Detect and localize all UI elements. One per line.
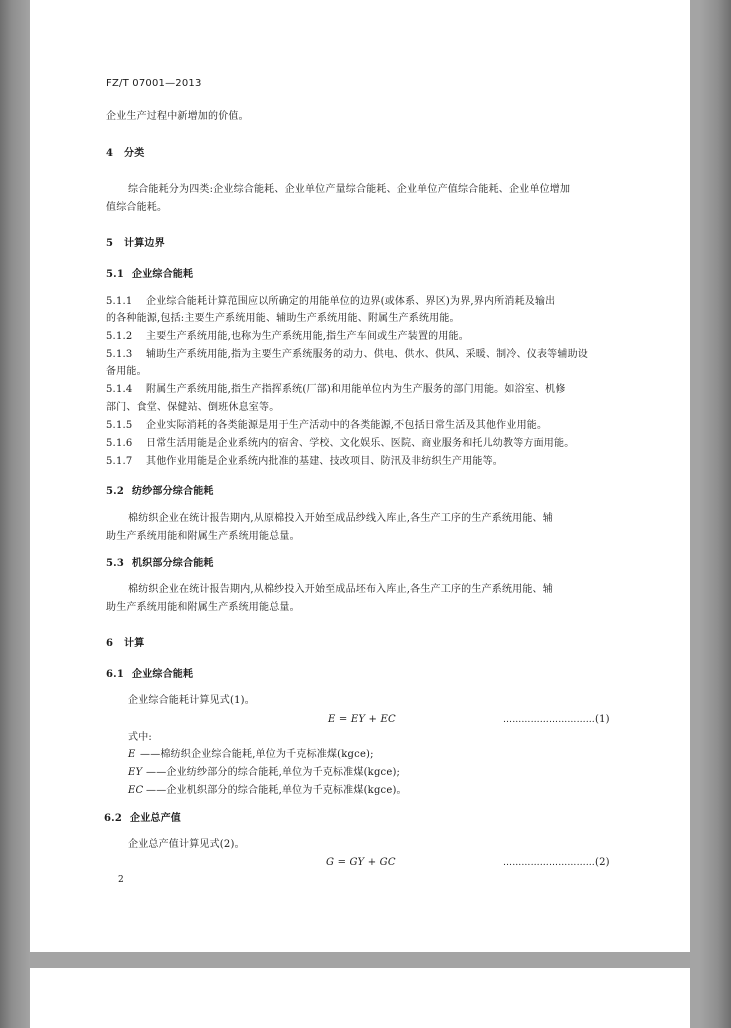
variable-ey-description: ——企业纺纱部分的综合能耗,单位为千克标准煤(kgce);	[146, 767, 401, 778]
clause-5-1-3-number: 5.1.3	[106, 349, 133, 360]
clause-5-1-2-number: 5.1.2	[106, 331, 133, 342]
equation-2: G = GY + GC	[326, 857, 396, 868]
section-5-title: 计算边界	[124, 238, 165, 249]
variable-ey-symbol: EY	[128, 767, 143, 778]
variable-ec-description: ——企业机织部分的综合能耗,单位为千克标准煤(kgce)。	[146, 785, 407, 796]
section-5-2-number: 5.2	[106, 486, 124, 497]
section-6-1-number: 6.1	[106, 669, 124, 680]
equation-1: E = EY + EC	[328, 714, 396, 725]
section-5-2-title: 纺纱部分综合能耗	[132, 486, 214, 497]
clause-5-1-7-line-1: 其他作业用能是企业系统内批准的基建、技改项目、防汛及非纺织生产用能等。	[146, 456, 503, 467]
clause-5-1-4-line-1: 附属生产系统用能,指生产指挥系统(厂部)和用能单位内为生产服务的部门用能。如浴室、机修	[146, 384, 566, 395]
clause-5-1-1-line-2: 的各种能源,包括:主要生产系统用能、辅助生产系统用能、附属生产系统用能。	[106, 313, 460, 324]
clause-5-1-1-line-1: 企业综合能耗计算范围应以所确定的用能单位的边界(或体系、界区)为界,界内所消耗及输出	[146, 296, 556, 307]
equation-2-number: (2)	[595, 857, 610, 868]
clause-5-1-6-line-1: 日常生活用能是企业系统内的宿舍、学校、文化娱乐、医院、商业服务和托儿幼教等方面用能。	[146, 438, 575, 449]
clause-5-1-4-number: 5.1.4	[106, 384, 133, 395]
variable-e-description: ——棉纺织企业综合能耗,单位为千克标准煤(kgce);	[140, 749, 374, 760]
standard-code: FZ/T 07001—2013	[106, 78, 202, 89]
section-5-3-title: 机织部分综合能耗	[132, 558, 214, 569]
clause-5-1-3-line-2: 备用能。	[106, 366, 147, 377]
equation-1-number: (1)	[595, 714, 610, 725]
continuation-line: 企业生产过程中新增加的价值。	[106, 111, 249, 122]
section-5-3-para-line-1: 棉纺织企业在统计报告期内,从棉纱投入开始至成品坯布入库止,各生产工序的生产系统用能、辅	[128, 584, 553, 595]
clause-5-1-2-line-1: 主要生产系统用能,也称为生产系统用能,指生产车间或生产装置的用能。	[146, 331, 469, 342]
section-5-1-title: 企业综合能耗	[132, 269, 194, 280]
section-4-para-line-2: 值综合能耗。	[106, 202, 168, 213]
clause-5-1-5-number: 5.1.5	[106, 420, 133, 431]
document-page	[30, 0, 690, 952]
section-6-title: 计算	[124, 638, 145, 649]
section-6-1-intro: 企业综合能耗计算见式(1)。	[128, 695, 255, 706]
clause-5-1-6-number: 5.1.6	[106, 438, 133, 449]
clause-5-1-7-number: 5.1.7	[106, 456, 133, 467]
clause-5-1-4-line-2: 部门、食堂、保健站、倒班休息室等。	[106, 402, 280, 413]
section-6-2-intro: 企业总产值计算见式(2)。	[128, 839, 245, 850]
section-6-2-title: 企业总产值	[130, 813, 181, 824]
section-5-3-para-line-2: 助生产系统用能和附属生产系统用能总量。	[106, 602, 300, 613]
section-4-para-line-1: 综合能耗分为四类:企业综合能耗、企业单位产量综合能耗、企业单位产值综合能耗、企业单位增加	[128, 184, 571, 195]
section-4-title: 分类	[124, 148, 145, 159]
section-6-1-title: 企业综合能耗	[132, 669, 194, 680]
where-label: 式中:	[128, 732, 152, 743]
clause-5-1-1-number: 5.1.1	[106, 296, 133, 307]
section-6-2-number: 6.2	[104, 813, 122, 824]
section-5-3-number: 5.3	[106, 558, 124, 569]
section-4-number: 4	[106, 148, 114, 159]
clause-5-1-3-line-1: 辅助生产系统用能,指为主要生产系统服务的动力、供电、供水、供风、采暖、制冷、仪表等辅助设	[146, 349, 588, 360]
next-document-page	[30, 968, 690, 1028]
clause-5-1-5-line-1: 企业实际消耗的各类能源是用于生产活动中的各类能源,不包括日常生活及其他作业用能。	[146, 420, 548, 431]
variable-e-symbol: E	[128, 749, 136, 760]
section-5-2-para-line-2: 助生产系统用能和附属生产系统用能总量。	[106, 531, 300, 542]
variable-ec-symbol: EC	[128, 785, 144, 796]
section-6-number: 6	[106, 638, 114, 649]
section-5-2-para-line-1: 棉纺织企业在统计报告期内,从原棉投入开始至成品纱线入库止,各生产工序的生产系统用能、辅	[128, 513, 553, 524]
equation-2-leader-dots: …………………………	[503, 858, 595, 868]
equation-1-leader-dots: …………………………	[503, 715, 595, 725]
section-5-number: 5	[106, 238, 114, 249]
page-number: 2	[118, 875, 124, 885]
section-5-1-number: 5.1	[106, 269, 124, 280]
